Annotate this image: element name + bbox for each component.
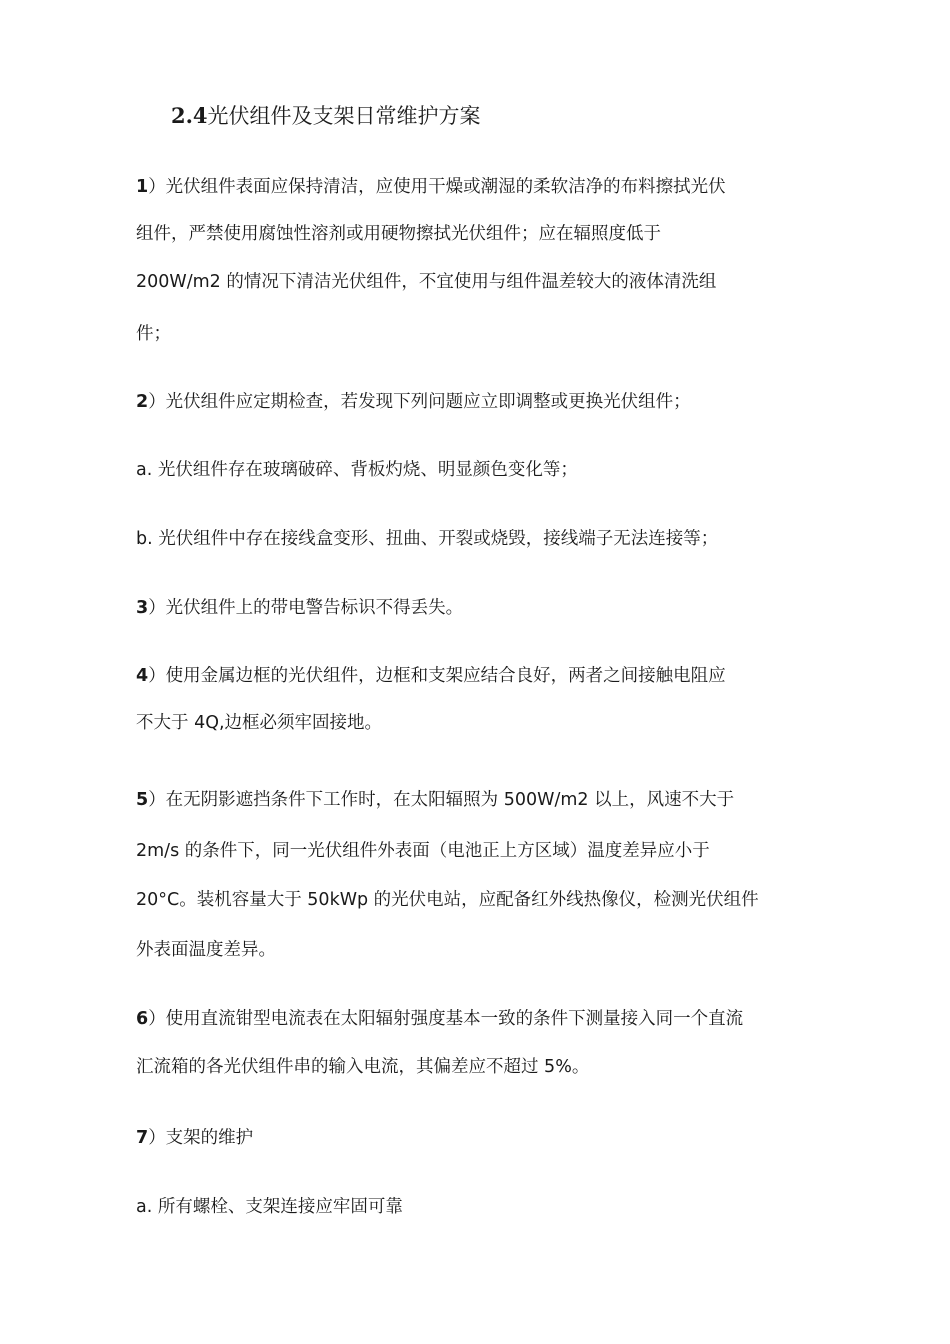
text-line: 2m/s 的条件下，同一光伏组件外表面（电池正上方区域）温度差异应小于: [136, 841, 710, 861]
text-line: 20°C。装机容量大于 50kWp 的光伏电站，应配备红外线热像仪，检测光伏组件: [136, 890, 759, 910]
text-line: 不大于 4Q,边框必须牢固接地。: [136, 713, 383, 733]
text-line: 4）使用金属边框的光伏组件，边框和支架应结合良好，两者之间接触电阻应: [136, 666, 726, 686]
text-line: 组件，严禁使用腐蚀性溶剂或用硬物擦拭光伏组件；应在辐照度低于: [136, 224, 661, 244]
text-line: 6）使用直流钳型电流表在太阳辐射强度基本一致的条件下测量接入同一个直流: [136, 1009, 744, 1029]
text-line: b. 光伏组件中存在接线盒变形、扭曲、开裂或烧毁，接线端子无法连接等；: [136, 529, 719, 549]
text-line: a. 光伏组件存在玻璃破碎、背板灼烧、明显颜色变化等；: [136, 460, 578, 480]
section-title: 光伏组件及支架日常维护方案: [207, 104, 481, 128]
text-line: 2）光伏组件应定期检查，若发现下列问题应立即调整或更换光伏组件；: [136, 392, 691, 412]
section-number: 2.4: [171, 103, 208, 128]
section-heading: [171, 100, 481, 132]
text-line: 1）光伏组件表面应保持清洁，应使用干燥或潮湿的柔软洁净的布料擦拭光伏: [136, 177, 726, 197]
text-line: a. 所有螺栓、支架连接应牢固可靠: [136, 1197, 403, 1217]
text-line: 7）支架的维护: [136, 1128, 254, 1148]
text-line: 件；: [136, 324, 171, 344]
text-line: 3）光伏组件上的带电警告标识不得丢失。: [136, 598, 464, 618]
text-line: 200W/m2 的情况下清洁光伏组件，不宜使用与组件温差较大的液体清洗组: [136, 272, 717, 292]
text-line: 5）在无阴影遮挡条件下工作时，在太阳辐照为 500W/m2 以上，风速不大于: [136, 790, 735, 810]
text-line: 外表面温度差异。: [136, 940, 276, 960]
text-line: 汇流箱的各光伏组件串的输入电流，其偏差应不超过 5%。: [136, 1057, 590, 1077]
